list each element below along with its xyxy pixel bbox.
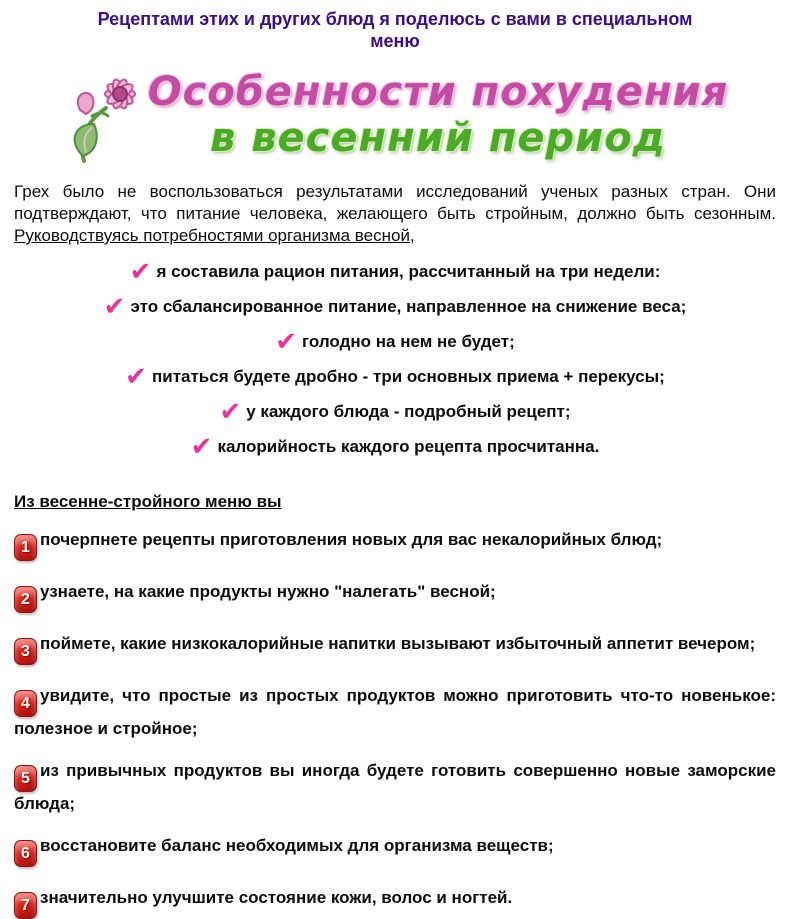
check-icon: ✔ [103, 292, 126, 322]
check-icon: ✔ [190, 432, 213, 462]
page-title: Рецептами этих и других блюд я поделюсь с вами в специальном меню [97, 9, 693, 51]
check-icon: ✔ [275, 327, 298, 357]
flower-icon [62, 64, 154, 169]
check-icon: ✔ [219, 397, 242, 427]
check-list [0, 257, 790, 462]
numbered-list-item [14, 632, 776, 665]
check-list-item [14, 327, 776, 357]
banner-title-line2: в весенний период [210, 114, 666, 161]
numbered-item-text: узнаете, на какие продукты нужно "налегать" весной; [40, 582, 496, 601]
decorative-title-banner [0, 60, 790, 169]
check-icon: ✔ [125, 362, 147, 392]
number-badge: 6 [14, 840, 37, 867]
check-item-text: я составила рацион питания, рассчитанный на три недели: [156, 262, 661, 281]
banner-title [148, 69, 729, 161]
number-badge: 4 [14, 690, 37, 717]
intro-paragraph [14, 181, 776, 247]
intro-text: Грех было не воспользоваться результатами исследований ученых разных стран. Они подтверждают, что питание человека, желающего быть стройным, должно быть сезонным. [14, 182, 776, 223]
check-icon: ✔ [129, 257, 152, 287]
check-list-item [14, 362, 776, 392]
check-item-text: питаться будете дробно - три основных приема + перекусы; [151, 367, 665, 386]
numbered-item-text: восстановите баланс необходимых для организма веществ; [40, 836, 554, 855]
check-list-item [14, 432, 776, 462]
numbered-list [14, 528, 776, 919]
numbered-item-text: значительно улучшите состояние кожи, волос и ногтей. [40, 888, 513, 907]
intro-underlined-text: Руководствуясь потребностями организма весной, [14, 226, 415, 245]
number-badge: 7 [14, 892, 37, 919]
numbered-item-text: почерпнете рецепты приготовления новых для вас некалорийных блюд; [40, 530, 663, 549]
numbered-list-item [14, 684, 776, 740]
numbered-list-item [14, 834, 776, 867]
check-item-text: это сбалансированное питание, направленное на снижение веса; [130, 297, 687, 316]
check-list-item [14, 397, 776, 427]
number-badge: 1 [14, 534, 37, 561]
numbered-list-item [14, 759, 776, 815]
numbered-item-text: увидите, что простые из простых продуктов можно приготовить что-то новенькое: полезное и стройное; [14, 686, 776, 738]
banner-title-line1: Особенности похудения [147, 68, 729, 115]
check-item-text: у каждого блюда - подробный рецепт; [246, 402, 571, 421]
numbered-item-text: из привычных продуктов вы иногда будете готовить совершенно новые заморские блюда; [14, 761, 776, 813]
number-badge: 3 [14, 638, 37, 665]
check-list-item [14, 292, 776, 322]
numbered-list-item [14, 528, 776, 561]
section-heading: Из весенне-стройного меню вы [14, 492, 282, 511]
check-item-text: калорийность каждого рецепта просчитанна. [217, 437, 600, 456]
check-item-text: голодно на нем не будет; [302, 332, 515, 351]
check-list-item [14, 257, 776, 287]
numbered-item-text: поймете, какие низкокалорийные напитки вызывают избыточный аппетит вечером; [40, 634, 756, 653]
numbered-list-item [14, 580, 776, 613]
number-badge: 2 [14, 586, 37, 613]
number-badge: 5 [14, 765, 37, 792]
